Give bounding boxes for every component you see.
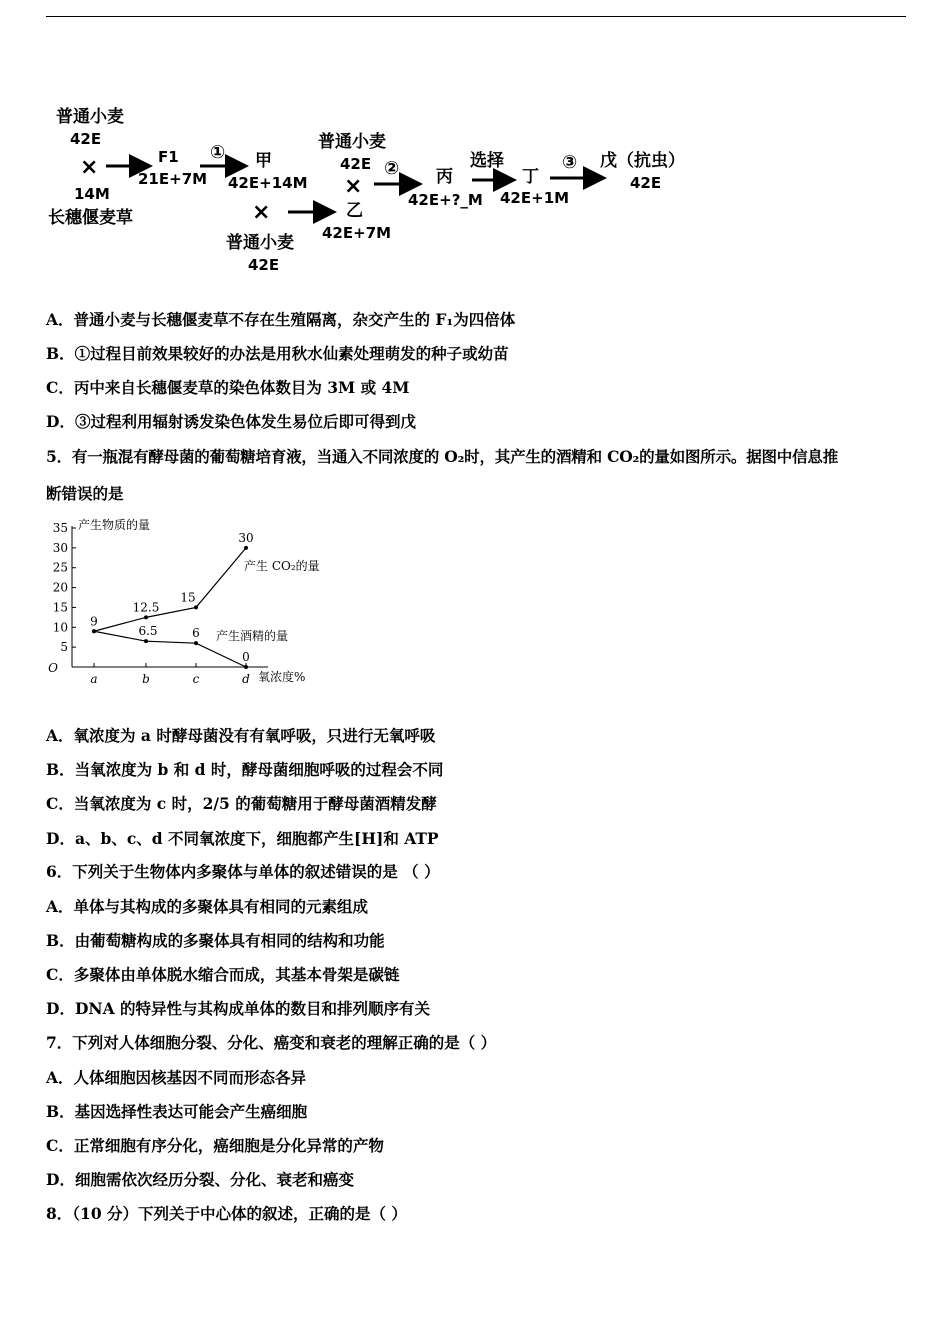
data-point	[244, 665, 248, 669]
diag-ding-genome: 42E+1M	[500, 189, 570, 207]
q6-option-d: D．DNA 的特异性与其构成单体的数目和排列顺序有关	[46, 999, 430, 1018]
y-tick-label: 20	[52, 580, 68, 595]
q5-option-c: C．当氧浓度为 c 时，2/5 的葡萄糖用于酵母菌酒精发酵	[46, 794, 437, 813]
diag-ding: 丁	[522, 167, 539, 187]
y-tick-label: 30	[52, 540, 68, 555]
diag-wheat3: 普通小麦	[226, 233, 294, 253]
diag-bing-genome: 42E+?_M	[408, 191, 483, 209]
q6-stem: 6．下列关于生物体内多聚体与单体的叙述错误的是 （ ）	[46, 862, 440, 881]
diag-grass: 长穗偃麦草	[48, 208, 133, 228]
q7-option-a: A．人体细胞因核基因不同而形态各异	[46, 1068, 307, 1087]
q7-stem: 7．下列对人体细胞分裂、分化、癌变和衰老的理解正确的是（ ）	[46, 1033, 497, 1052]
data-point	[144, 639, 148, 643]
diag-step2: ②	[384, 158, 400, 179]
q7-option-d: D．细胞需依次经历分裂、分化、衰老和癌变	[46, 1170, 354, 1189]
q4-option-d: D．③过程利用辐射诱发染色体发生易位后即可得到戊	[46, 412, 416, 431]
q4-option-c: C．丙中来自长穗偃麦草的染色体数目为 3M 或 4M	[46, 378, 410, 397]
x-axis-label: 氧浓度%	[258, 670, 306, 684]
q5-stem-line1: 5．有一瓶混有酵母菌的葡萄糖培育液，当通入不同浓度的 O₂时，其产生的酒精和 CO₂的量如图所示。据图中信息推	[46, 447, 838, 466]
data-label: 6	[192, 626, 200, 641]
diag-cross3: ×	[344, 174, 363, 199]
series-name-alcohol: 产生酒精的量	[216, 629, 289, 643]
data-point	[244, 546, 248, 550]
diag-wheat1-genome: 42E	[70, 130, 102, 148]
x-tick-label: b	[142, 672, 150, 686]
y-tick-label: 10	[52, 620, 68, 635]
y-tick-label: 25	[52, 560, 68, 575]
diag-select: 选择	[470, 151, 504, 171]
diag-jia: 甲	[255, 151, 272, 171]
q8-stem: 8．（10 分）下列关于中心体的叙述，正确的是（ ）	[46, 1204, 407, 1223]
diag-yi: 乙	[346, 201, 363, 221]
diag-wheat1: 普通小麦	[56, 107, 124, 127]
data-label: 9	[90, 614, 98, 629]
diag-bing: 丙	[436, 167, 453, 187]
q5-chart	[40, 518, 340, 693]
q4-option-a: A．普通小麦与长穗偃麦草不存在生殖隔离，杂交产生的 F₁为四倍体	[46, 310, 516, 329]
data-point	[194, 605, 198, 609]
y-tick-label: 15	[52, 600, 68, 615]
diag-wu: 戊（抗虫）	[600, 151, 685, 171]
data-point	[144, 615, 148, 619]
q5-option-d: D．a、b、c、d 不同氧浓度下，细胞都产生[H]和 ATP	[46, 829, 439, 848]
diag-cross1: ×	[80, 155, 99, 180]
x-tick-label: a	[90, 672, 98, 686]
diag-wheat3-genome: 42E	[248, 256, 280, 274]
diag-step3: ③	[562, 152, 578, 173]
y-axis-label: 产生物质的量	[78, 518, 151, 532]
data-label: 30	[238, 530, 254, 545]
q5-stem-line2: 断错误的是	[46, 484, 124, 503]
data-label: 0	[242, 650, 250, 664]
data-label: 6.5	[138, 624, 158, 639]
diag-grass-genome: 14M	[74, 185, 110, 203]
diag-f1-genome: 21E+7M	[138, 170, 208, 188]
diag-jia-genome: 42E+14M	[228, 174, 308, 192]
x-tick-label: c	[192, 672, 200, 686]
q7-option-b: B．基因选择性表达可能会产生癌细胞	[46, 1102, 308, 1121]
q4-option-b: B．①过程目前效果较好的办法是用秋水仙素处理萌发的种子或幼苗	[46, 344, 509, 363]
diag-wheat2-genome: 42E	[340, 155, 372, 173]
diag-wu-genome: 42E	[630, 174, 662, 192]
data-label: 15	[180, 590, 196, 605]
diag-wheat2: 普通小麦	[318, 132, 386, 152]
q6-option-c: C．多聚体由单体脱水缩合而成，其基本骨架是碳链	[46, 965, 400, 984]
q7-option-c: C．正常细胞有序分化，癌细胞是分化异常的产物	[46, 1136, 384, 1155]
y-tick-label: 35	[52, 521, 68, 535]
x-tick-label: d	[242, 672, 250, 686]
q5-option-a: A．氧浓度为 a 时酵母菌没有有氧呼吸，只进行无氧呼吸	[46, 726, 436, 745]
q5-option-b: B．当氧浓度为 b 和 d 时，酵母菌细胞呼吸的过程会不同	[46, 760, 444, 779]
diag-step1: ①	[210, 142, 226, 163]
q6-option-b: B．由葡萄糖构成的多聚体具有相同的结构和功能	[46, 931, 385, 950]
breeding-diagram	[0, 0, 950, 300]
data-point	[194, 641, 198, 645]
data-point	[92, 629, 96, 633]
series-name-co2: 产生 CO₂的量	[244, 559, 320, 573]
y-tick-label: 5	[60, 640, 68, 655]
q6-option-a: A．单体与其构成的多聚体具有相同的元素组成	[46, 897, 369, 916]
series-line-0	[94, 548, 246, 631]
diag-cross2: ×	[252, 200, 271, 225]
origin-label: O	[48, 661, 58, 675]
diag-f1: F1	[158, 148, 179, 166]
diag-yi-genome: 42E+7M	[322, 224, 392, 242]
data-label: 12.5	[132, 600, 160, 615]
